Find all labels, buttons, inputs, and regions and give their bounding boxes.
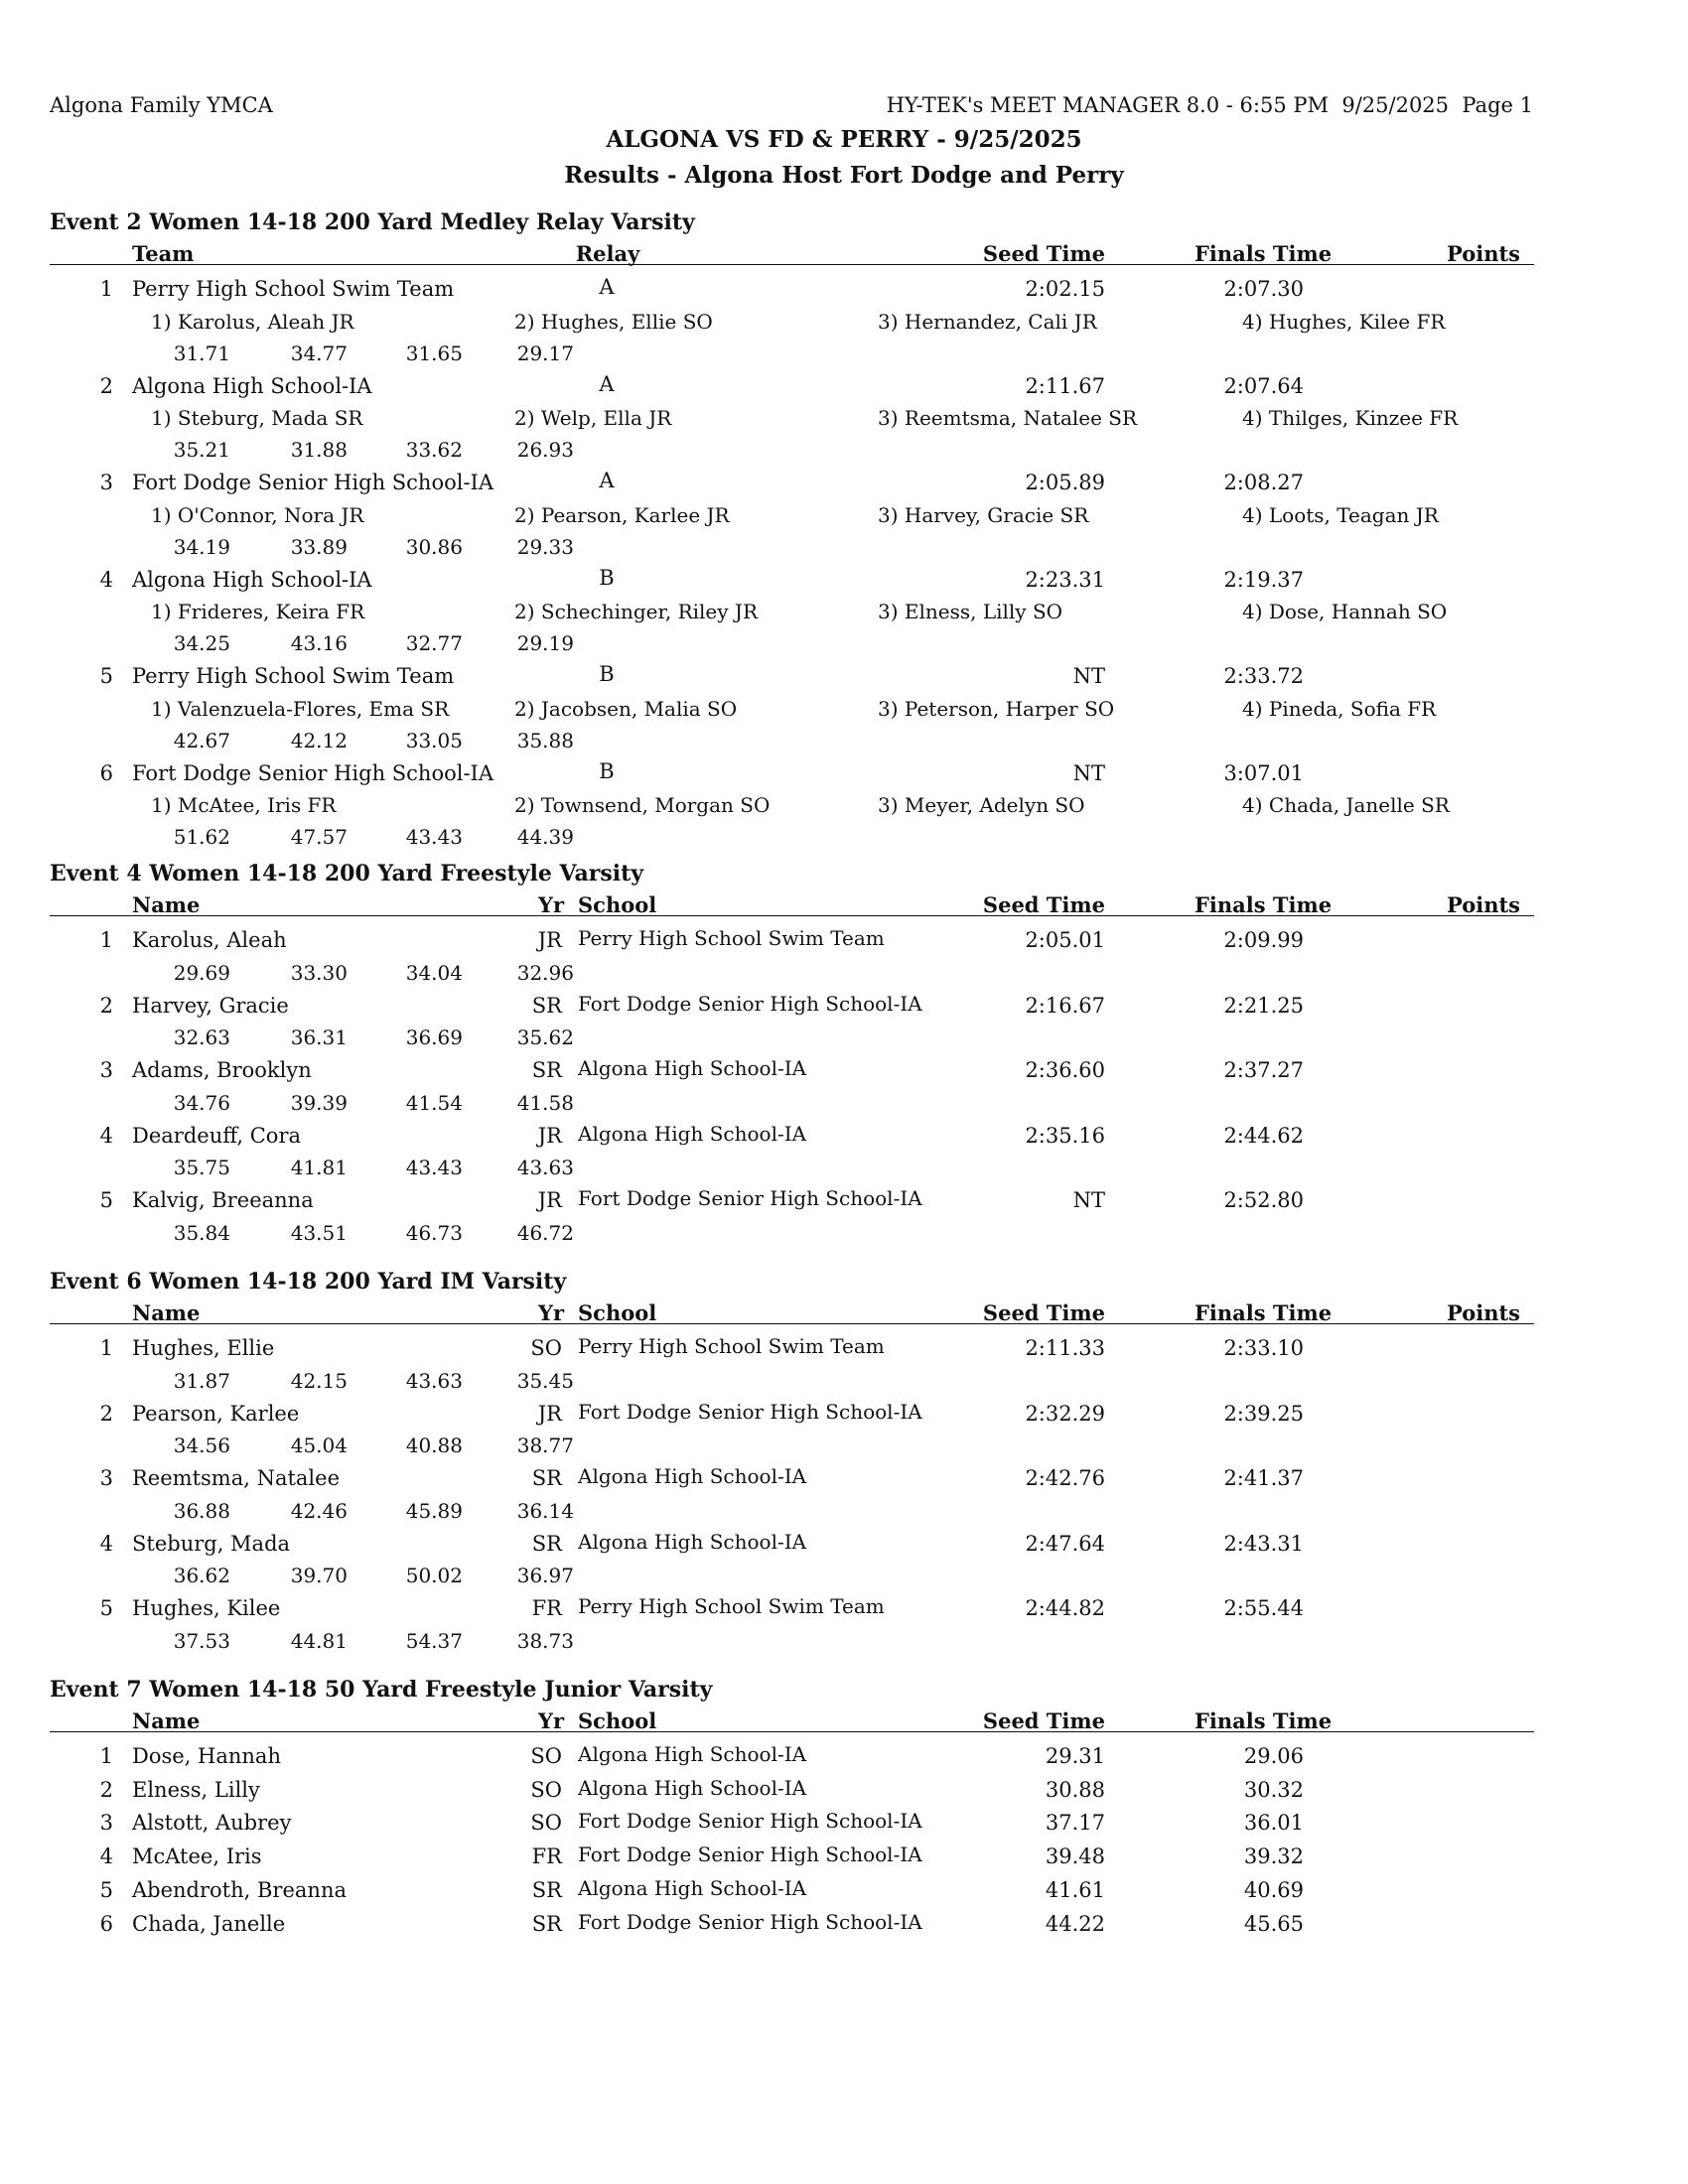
finals-time: 2:33.10	[1223, 1336, 1304, 1360]
split-time: 35.75	[173, 1156, 230, 1179]
seed-time: 30.88	[1045, 1777, 1105, 1802]
col-header-points: Points	[1446, 892, 1520, 917]
col-header-finals-time: Finals Time	[1195, 241, 1333, 266]
relay-leg-swimmer: 3) Peterson, Harper SO	[878, 696, 1115, 721]
school-name: Algona High School-IA	[578, 1056, 807, 1080]
seed-time: 2:32.29	[1025, 1401, 1105, 1426]
seed-time: 2:11.33	[1025, 1336, 1105, 1360]
split-time: 30.86	[405, 534, 463, 559]
finals-time: 3:07.01	[1223, 760, 1304, 785]
split-time: 40.88	[405, 1433, 463, 1457]
col-header-finals-time: Finals Time	[1195, 1300, 1333, 1325]
split-time: 43.43	[405, 825, 463, 849]
place: 5	[99, 1877, 113, 1902]
relay-leg-swimmer: 2) Jacobsen, Malia SO	[514, 696, 738, 721]
place: 2	[99, 993, 113, 1018]
seed-time: 2:02.15	[1025, 277, 1105, 301]
org-name: Algona Family YMCA	[50, 93, 273, 117]
school-name: Fort Dodge Senior High School-IA	[578, 1909, 922, 1934]
swimmer-name: Hughes, Ellie	[132, 1336, 275, 1360]
split-time: 42.67	[173, 728, 230, 752]
split-time: 29.17	[516, 341, 574, 365]
relay-leg-swimmer: 3) Harvey, Gracie SR	[878, 502, 1089, 527]
class-year: JR	[537, 1401, 562, 1426]
split-time: 41.81	[290, 1156, 348, 1179]
relay-leg-swimmer: 3) Hernandez, Cali JR	[878, 309, 1097, 334]
team-name: Algona High School-IA	[132, 373, 372, 398]
col-header-finals-time: Finals Time	[1195, 892, 1333, 917]
swimmer-name: Deardeuff, Cora	[132, 1123, 302, 1148]
school-name: Perry High School Swim Team	[578, 1594, 885, 1618]
place: 1	[99, 1744, 113, 1768]
col-header-seed-time: Seed Time	[982, 892, 1105, 917]
place: 2	[99, 1777, 113, 1802]
seed-time: NT	[1072, 664, 1105, 688]
col-header-school: School	[578, 1300, 657, 1325]
finals-time: 2:19.37	[1223, 567, 1304, 592]
relay-leg-swimmer: 2) Hughes, Ellie SO	[514, 309, 713, 334]
split-time: 36.69	[405, 1025, 463, 1049]
split-time: 39.39	[290, 1090, 348, 1115]
split-time: 29.69	[173, 960, 230, 985]
class-year: SR	[531, 993, 562, 1018]
split-time: 38.73	[516, 1628, 574, 1653]
finals-time: 29.06	[1243, 1744, 1304, 1768]
split-time: 29.33	[516, 534, 574, 559]
school-name: Fort Dodge Senior High School-IA	[578, 1809, 922, 1834]
finals-time: 36.01	[1243, 1811, 1304, 1836]
split-time: 42.12	[290, 728, 348, 752]
finals-time: 2:07.64	[1223, 373, 1304, 398]
split-time: 54.37	[405, 1628, 463, 1653]
relay-leg-swimmer: 4) Dose, Hannah SO	[1242, 600, 1448, 623]
finals-time: 45.65	[1243, 1911, 1304, 1936]
event-title: Event 4 Women 14-18 200 Yard Freestyle Varsity	[50, 861, 644, 887]
place: 1	[99, 928, 113, 952]
place: 1	[99, 1336, 113, 1360]
class-year: SO	[530, 1777, 562, 1802]
school-name: Fort Dodge Senior High School-IA	[578, 1843, 922, 1867]
col-header-name: Name	[132, 1708, 201, 1733]
finals-time: 2:55.44	[1223, 1596, 1304, 1620]
split-time: 34.77	[290, 341, 348, 365]
seed-time: 2:16.67	[1025, 993, 1105, 1018]
relay-letter: B	[599, 565, 615, 590]
split-time: 42.46	[290, 1498, 348, 1523]
swimmer-name: Pearson, Karlee	[132, 1401, 300, 1426]
swimmer-name: Kalvig, Breeanna	[132, 1188, 314, 1212]
split-time: 33.05	[405, 728, 463, 752]
split-time: 41.54	[405, 1090, 463, 1115]
relay-leg-swimmer: 1) Valenzuela-Flores, Ema SR	[151, 696, 450, 721]
relay-leg-swimmer: 3) Reemtsma, Natalee SR	[878, 406, 1138, 430]
split-time: 36.88	[173, 1498, 230, 1523]
relay-leg-swimmer: 1) Steburg, Mada SR	[151, 406, 363, 430]
split-time: 45.04	[290, 1433, 348, 1457]
split-time: 50.02	[405, 1564, 463, 1587]
split-time: 33.89	[290, 534, 348, 559]
col-header-school: School	[578, 1708, 657, 1733]
split-time: 43.63	[405, 1368, 463, 1393]
place: 6	[99, 1911, 113, 1936]
split-time: 43.16	[290, 631, 348, 655]
split-time: 43.43	[405, 1156, 463, 1179]
split-time: 32.96	[516, 960, 574, 985]
software-header: HY-TEK's MEET MANAGER 8.0 - 6:55 PM 9/25/2025 Page 1	[886, 93, 1533, 117]
relay-letter: A	[599, 275, 615, 299]
split-time: 35.88	[516, 728, 574, 752]
finals-time: 2:39.25	[1223, 1401, 1304, 1426]
place: 3	[99, 1058, 113, 1082]
split-time: 42.15	[290, 1368, 348, 1393]
split-time: 33.30	[290, 960, 348, 985]
class-year: JR	[537, 1188, 562, 1212]
school-name: Algona High School-IA	[578, 1775, 807, 1800]
school-name: Fort Dodge Senior High School-IA	[578, 991, 922, 1016]
col-header-yr: Yr	[538, 1300, 565, 1325]
class-year: FR	[531, 1844, 562, 1869]
class-year: SO	[530, 1336, 562, 1360]
split-time: 43.51	[290, 1220, 348, 1245]
seed-time: 39.48	[1045, 1844, 1105, 1869]
split-time: 35.84	[173, 1220, 230, 1245]
relay-leg-swimmer: 1) Frideres, Keira FR	[151, 600, 365, 623]
relay-leg-swimmer: 1) O'Connor, Nora JR	[151, 502, 364, 527]
place: 3	[99, 1811, 113, 1836]
team-name: Fort Dodge Senior High School-IA	[132, 760, 494, 785]
col-header-points: Points	[1446, 1300, 1520, 1325]
class-year: JR	[537, 1123, 562, 1148]
class-year: SR	[531, 1466, 562, 1490]
school-name: Algona High School-IA	[578, 1875, 807, 1900]
swimmer-name: Steburg, Mada	[132, 1531, 291, 1556]
finals-time: 2:43.31	[1223, 1531, 1304, 1556]
seed-time: 2:11.67	[1025, 373, 1105, 398]
class-year: SR	[531, 1531, 562, 1556]
split-time: 31.87	[173, 1368, 230, 1393]
col-header-name: Name	[132, 892, 201, 917]
split-time: 43.63	[516, 1156, 574, 1179]
class-year: FR	[531, 1596, 562, 1620]
meet-subtitle: Results - Algona Host Fort Dodge and Perry	[564, 162, 1124, 189]
team-name: Fort Dodge Senior High School-IA	[132, 471, 494, 494]
col-header-finals-time: Finals Time	[1195, 1708, 1333, 1733]
swimmer-name: Karolus, Aleah	[132, 928, 287, 952]
col-header-seed-time: Seed Time	[982, 1708, 1105, 1733]
finals-time: 2:37.27	[1223, 1058, 1304, 1082]
split-time: 34.56	[173, 1433, 230, 1457]
split-time: 36.14	[516, 1498, 574, 1523]
split-time: 36.31	[290, 1025, 348, 1049]
split-time: 39.70	[290, 1564, 348, 1587]
finals-time: 39.32	[1243, 1844, 1304, 1869]
finals-time: 2:33.72	[1223, 664, 1304, 688]
place: 6	[99, 760, 113, 785]
split-time: 38.77	[516, 1433, 574, 1457]
split-time: 34.25	[173, 631, 230, 655]
split-time: 51.62	[173, 825, 230, 849]
split-time: 35.45	[516, 1368, 574, 1393]
relay-leg-swimmer: 4) Thilges, Kinzee FR	[1242, 406, 1459, 430]
school-name: Algona High School-IA	[578, 1464, 807, 1488]
seed-time: 2:36.60	[1025, 1058, 1105, 1082]
class-year: SO	[530, 1744, 562, 1768]
finals-time: 2:09.99	[1223, 928, 1304, 952]
relay-leg-swimmer: 3) Meyer, Adelyn SO	[878, 793, 1085, 817]
relay-leg-swimmer: 1) Karolus, Aleah JR	[151, 309, 354, 334]
relay-leg-swimmer: 4) Hughes, Kilee FR	[1242, 309, 1446, 334]
class-year: SO	[530, 1811, 562, 1836]
class-year: SR	[531, 1058, 562, 1082]
split-time: 44.39	[516, 825, 574, 849]
seed-time: 37.17	[1045, 1811, 1105, 1836]
split-time: 33.62	[405, 438, 463, 462]
relay-letter: B	[599, 758, 615, 783]
swimmer-name: Alstott, Aubrey	[132, 1811, 292, 1836]
relay-leg-swimmer: 4) Chada, Janelle SR	[1242, 793, 1450, 817]
school-name: Fort Dodge Senior High School-IA	[578, 1186, 922, 1210]
seed-time: 2:42.76	[1025, 1466, 1105, 1490]
relay-leg-swimmer: 4) Loots, Teagan JR	[1242, 502, 1439, 527]
seed-time: 2:44.82	[1025, 1596, 1105, 1620]
col-header-relay: Relay	[575, 241, 640, 266]
split-time: 35.62	[516, 1025, 574, 1049]
team-name: Perry High School Swim Team	[132, 277, 455, 301]
seed-time: 2:23.31	[1025, 567, 1105, 592]
seed-time: 2:05.01	[1025, 928, 1105, 952]
relay-leg-swimmer: 3) Elness, Lilly SO	[878, 600, 1063, 623]
relay-leg-swimmer: 2) Townsend, Morgan SO	[514, 793, 771, 817]
split-time: 34.76	[173, 1090, 230, 1115]
team-name: Algona High School-IA	[132, 567, 372, 592]
swimmer-name: Chada, Janelle	[132, 1911, 286, 1936]
finals-time: 30.32	[1243, 1777, 1304, 1802]
place: 5	[99, 1188, 113, 1212]
swimmer-name: Hughes, Kilee	[132, 1596, 281, 1620]
relay-leg-swimmer: 1) McAtee, Iris FR	[151, 793, 337, 817]
finals-time: 2:21.25	[1223, 993, 1304, 1018]
split-time: 41.58	[516, 1090, 574, 1115]
relay-leg-swimmer: 2) Welp, Ella JR	[514, 406, 672, 430]
split-time: 45.89	[405, 1498, 463, 1523]
place: 3	[99, 471, 113, 494]
relay-leg-swimmer: 2) Pearson, Karlee JR	[514, 502, 730, 527]
school-name: Algona High School-IA	[578, 1121, 807, 1146]
school-name: Algona High School-IA	[578, 1742, 807, 1766]
split-time: 31.88	[290, 438, 348, 462]
place: 4	[99, 1531, 113, 1556]
split-time: 35.21	[173, 438, 230, 462]
split-time: 46.73	[405, 1220, 463, 1245]
split-time: 47.57	[290, 825, 348, 849]
col-header-name: Team	[132, 241, 195, 266]
seed-time: NT	[1072, 760, 1105, 785]
place: 5	[99, 664, 113, 688]
place: 4	[99, 1123, 113, 1148]
finals-time: 2:41.37	[1223, 1466, 1304, 1490]
swimmer-name: Harvey, Gracie	[132, 993, 289, 1018]
finals-time: 2:08.27	[1223, 471, 1304, 494]
seed-time: NT	[1072, 1188, 1105, 1212]
place: 5	[99, 1596, 113, 1620]
split-time: 32.63	[173, 1025, 230, 1049]
class-year: JR	[537, 928, 562, 952]
split-time: 34.19	[173, 534, 230, 559]
place: 3	[99, 1466, 113, 1490]
school-name: Fort Dodge Senior High School-IA	[578, 1399, 922, 1424]
col-header-yr: Yr	[538, 892, 565, 917]
finals-time: 2:44.62	[1223, 1123, 1304, 1148]
event-title: Event 2 Women 14-18 200 Yard Medley Relay Varsity	[50, 209, 695, 235]
split-time: 37.53	[173, 1628, 230, 1653]
split-time: 26.93	[516, 438, 574, 462]
event-title: Event 7 Women 14-18 50 Yard Freestyle Junior Varsity	[50, 1677, 713, 1703]
col-header-school: School	[578, 892, 657, 917]
class-year: SR	[531, 1911, 562, 1936]
relay-letter: A	[599, 371, 615, 396]
seed-time: 41.61	[1045, 1877, 1105, 1902]
class-year: SR	[531, 1877, 562, 1902]
split-time: 32.77	[405, 631, 463, 655]
finals-time: 2:07.30	[1223, 277, 1304, 301]
split-time: 31.71	[173, 341, 230, 365]
team-name: Perry High School Swim Team	[132, 664, 455, 688]
seed-time: 44.22	[1045, 1911, 1105, 1936]
col-header-name: Name	[132, 1300, 201, 1325]
swimmer-name: Reemtsma, Natalee	[132, 1466, 341, 1490]
split-time: 44.81	[290, 1628, 348, 1653]
school-name: Algona High School-IA	[578, 1529, 807, 1554]
finals-time: 40.69	[1243, 1877, 1304, 1902]
split-time: 36.62	[173, 1564, 230, 1587]
seed-time: 2:47.64	[1025, 1531, 1105, 1556]
col-header-points: Points	[1446, 241, 1520, 266]
split-time: 36.97	[516, 1564, 574, 1587]
event-title: Event 6 Women 14-18 200 Yard IM Varsity	[50, 1269, 567, 1295]
relay-letter: B	[599, 662, 615, 686]
relay-leg-swimmer: 4) Pineda, Sofia FR	[1242, 696, 1437, 721]
seed-time: 2:05.89	[1025, 471, 1105, 494]
col-header-seed-time: Seed Time	[982, 1300, 1105, 1325]
col-header-seed-time: Seed Time	[982, 241, 1105, 266]
school-name: Perry High School Swim Team	[578, 1334, 885, 1358]
place: 2	[99, 373, 113, 398]
finals-time: 2:52.80	[1223, 1188, 1304, 1212]
seed-time: 29.31	[1045, 1744, 1105, 1768]
place: 2	[99, 1401, 113, 1426]
swimmer-name: Elness, Lilly	[132, 1777, 260, 1802]
place: 4	[99, 1844, 113, 1869]
split-time: 29.19	[516, 631, 574, 655]
relay-leg-swimmer: 2) Schechinger, Riley JR	[514, 600, 758, 623]
swimmer-name: Adams, Brooklyn	[132, 1058, 312, 1082]
col-header-yr: Yr	[538, 1708, 565, 1733]
split-time: 31.65	[405, 341, 463, 365]
meet-title: ALGONA VS FD & PERRY - 9/25/2025	[606, 126, 1082, 153]
school-name: Perry High School Swim Team	[578, 926, 885, 950]
split-time: 34.04	[405, 960, 463, 985]
swimmer-name: McAtee, Iris	[132, 1844, 262, 1869]
place: 1	[99, 277, 113, 301]
seed-time: 2:35.16	[1025, 1123, 1105, 1148]
place: 4	[99, 567, 113, 592]
swimmer-name: Abendroth, Breanna	[132, 1877, 347, 1902]
split-time: 46.72	[516, 1220, 574, 1245]
relay-letter: A	[599, 469, 615, 492]
swimmer-name: Dose, Hannah	[132, 1744, 281, 1768]
